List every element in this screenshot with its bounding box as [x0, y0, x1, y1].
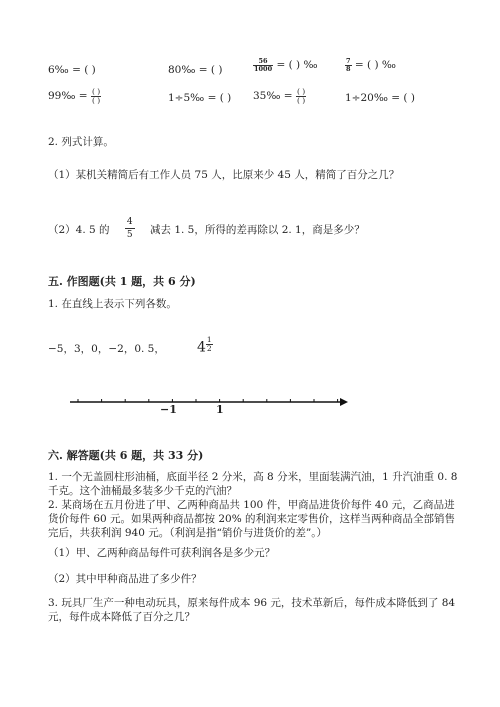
- question-2-title: 2. 列式计算。: [48, 136, 114, 148]
- section-6-question-2-sub-2: （2）其中甲种商品进了多少件？: [48, 573, 202, 585]
- blank-fraction: $\frac{( )}{( )}$: [91, 87, 101, 105]
- arrow-right-icon: [340, 398, 348, 406]
- section-6-question-2: 2. 某商场在五月份进了甲、乙两种商品共 100 件，甲商品进货价每件 40 元，乙商品进货价每件 60 元。如果两种商品都按 20% 的利润来定零售价，这样当两种商品全部销售完后，共获利润 940 元。（利润是指“销价与进货价的差”。）: [48, 499, 456, 539]
- fraction-4-5: $\frac{4}{5}$: [126, 217, 133, 240]
- mixed-number-4-1-2: 4 $\frac{1}{2}$: [197, 335, 212, 356]
- section-5-question-1: 1. 在直线上表示下列各数。: [48, 298, 177, 310]
- exercise-6-permille: 6‰ = ( ): [48, 64, 96, 76]
- question-2-sub-1: （1）某机关精简后有工作人员 75 人，比原来少 45 人，精简了百分之几？: [48, 169, 400, 181]
- question-2-sub-2: （2）4. 5 的 $\frac{4}{5}$ 减去 1. 5，所得的差再除以 2. 1，商是多少？: [48, 217, 365, 240]
- exercise-35-permille: 35‰ = $\frac{( )}{( )}$: [253, 87, 306, 105]
- exercise-56-over-1000: $\frac{56}{1000}$ = ( ) ‰: [254, 57, 318, 73]
- exercise-7-over-8: $\frac{7}{8}$ = ( ) ‰: [346, 57, 396, 73]
- section-6-heading: 六. 解答题(共 6 题，共 33 分): [48, 449, 204, 462]
- section-5-heading: 五. 作图题(共 1 题，共 6 分): [48, 275, 196, 288]
- section-6-question-2-sub-1: （1）甲、乙两种商品每件可获利润各是多少元？: [48, 547, 276, 559]
- exercise-1-div-5-permille: 1÷5‰ = ( ): [168, 92, 232, 104]
- section-6-question-3: 3. 玩具厂生产一种电动玩具，原来每件成本 96 元，技术革新后，每件成本降低到了 84 元，每件成本降低了百分之几？: [48, 597, 456, 623]
- fraction-56-1000: $\frac{56}{1000}$: [254, 57, 273, 73]
- number-line-label-neg1: −1: [160, 403, 177, 416]
- exercise-1-div-20-permille: 1÷20‰ = ( ): [345, 92, 415, 104]
- number-line-label-1: 1: [216, 403, 224, 416]
- exercise-99-permille: 99‰ = $\frac{( )}{( )}$: [48, 87, 101, 105]
- number-line: [60, 390, 360, 420]
- numbers-to-plot: −5，3，0，−2，0. 5，: [48, 343, 165, 355]
- exercise-80-permille: 80‰ = ( ): [168, 64, 223, 76]
- blank-fraction: $\frac{( )}{( )}$: [296, 87, 306, 105]
- fraction-7-8: $\frac{7}{8}$: [346, 57, 351, 73]
- section-6-question-1: 1. 一个无盖圆柱形油桶，底面半径 2 分米，高 8 分米，里面装满汽油，1 升汽油重 0. 8 千克。这个油桶最多装多少千克的汽油？: [48, 471, 458, 497]
